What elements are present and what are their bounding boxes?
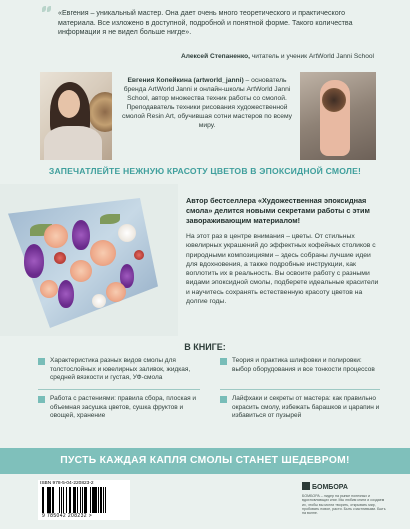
slogan-banner: ПУСТЬ КАЖДАЯ КАПЛЯ СМОЛЫ СТАНЕТ ШЕДЕВРОМ!	[0, 448, 410, 474]
feature-item	[232, 395, 380, 421]
feature-item	[232, 357, 380, 374]
intro-body: На этот раз в центре внимания – цветы. От стильных ювелирных украшений до эффектных кофейных столиков с природными композициями – здесь собраны лучшие идеи для вдохновения, а также подробные инструкции, как воплотить их в реальность. Вы освоите работу с разными видами эпоксидной смолы, подберете идеальные красители и научитесь сохранять естественную красоту цветов на долгие годы.	[186, 233, 379, 306]
flower-resin-photo	[0, 184, 178, 336]
publisher-name: БОМБОРА	[312, 484, 348, 491]
author-bio	[118, 77, 296, 130]
tagline: ЗАПЕЧАТЛЕЙТЕ НЕЖНУЮ КРАСОТУ ЦВЕТОВ В ЭПОКСИДНОЙ СМОЛЕ!	[48, 166, 362, 176]
feature-item	[50, 395, 200, 421]
quote-author-role: читатель и ученик ArtWorld Janni School	[250, 53, 374, 60]
publisher-blurb: БОМБОРА – лидер на рынке полезных и вдохновляющих книг. Мы любим книги и создаем их, чтобы вы могли творить, открывать мир, пробовать новое, расти. Быть счастливыми. Быть на волне.	[302, 494, 386, 516]
author-portrait	[40, 72, 112, 160]
bullet-icon	[38, 358, 45, 365]
feature-text: Характеристика разных видов смолы для толстослойных и ювелирных заливок, жидкая, средней вязкости и густая, УФ-смола	[50, 357, 191, 382]
feature-divider	[38, 389, 200, 390]
reader-quote	[0, 0, 410, 66]
feature-text: Лайфхаки и секреты от мастера: как правильно окрасить смолу, избежать барашков и царапин и избавиться от пузырей	[232, 395, 380, 420]
barcode	[38, 480, 130, 520]
isbn-text: ISBN 978-5-04-220823-2	[40, 481, 94, 486]
resin-ring-photo	[300, 72, 376, 160]
bullet-icon	[220, 396, 227, 403]
bullet-icon	[220, 358, 227, 365]
publisher-logo-icon	[302, 482, 310, 490]
quote-author	[181, 53, 374, 60]
quote-text: «Евгения – уникальный мастер. Она дает очень много теоретического и практического материала. Все изложено в доступной, подробной и понятной форме. Такого количества информации я не видел больше нигде».	[58, 9, 353, 37]
feature-item	[50, 357, 200, 383]
author-name: Евгения Копейкина (artworld_janni)	[127, 77, 244, 84]
quote-mark-icon	[42, 4, 53, 15]
publisher-logo	[302, 482, 362, 492]
feature-divider	[220, 389, 380, 390]
feature-text: Работа с растениями: правила сбора, плоская и объемная засушка цветов, сушка фруктов и овощей, хранение	[50, 395, 197, 420]
barcode-number: 9 785042 208232 >	[42, 513, 93, 519]
barcode-bars	[42, 487, 126, 513]
feature-text: Теория и практика шлифовки и полировки: выбор оборудования и все тонкости процессов	[232, 357, 375, 373]
book-contents-title: В КНИГЕ:	[184, 342, 226, 352]
bullet-icon	[38, 396, 45, 403]
quote-author-name: Алексей Степаненко,	[181, 53, 250, 60]
intro-lead: Автор бестселлера «Художественная эпоксидная смола» делится новыми секретами работы с этим завораживающим материалом!	[186, 196, 370, 225]
author-bio-text: – основатель бренда ArtWorld Janni и онлайн-школы ArtWorld Janni School, автор множества техник работы со смолой. Преподаватель техники рисования художественной смолой Resin Art, обучившая сотни мастеров по всему миру.	[121, 77, 293, 129]
